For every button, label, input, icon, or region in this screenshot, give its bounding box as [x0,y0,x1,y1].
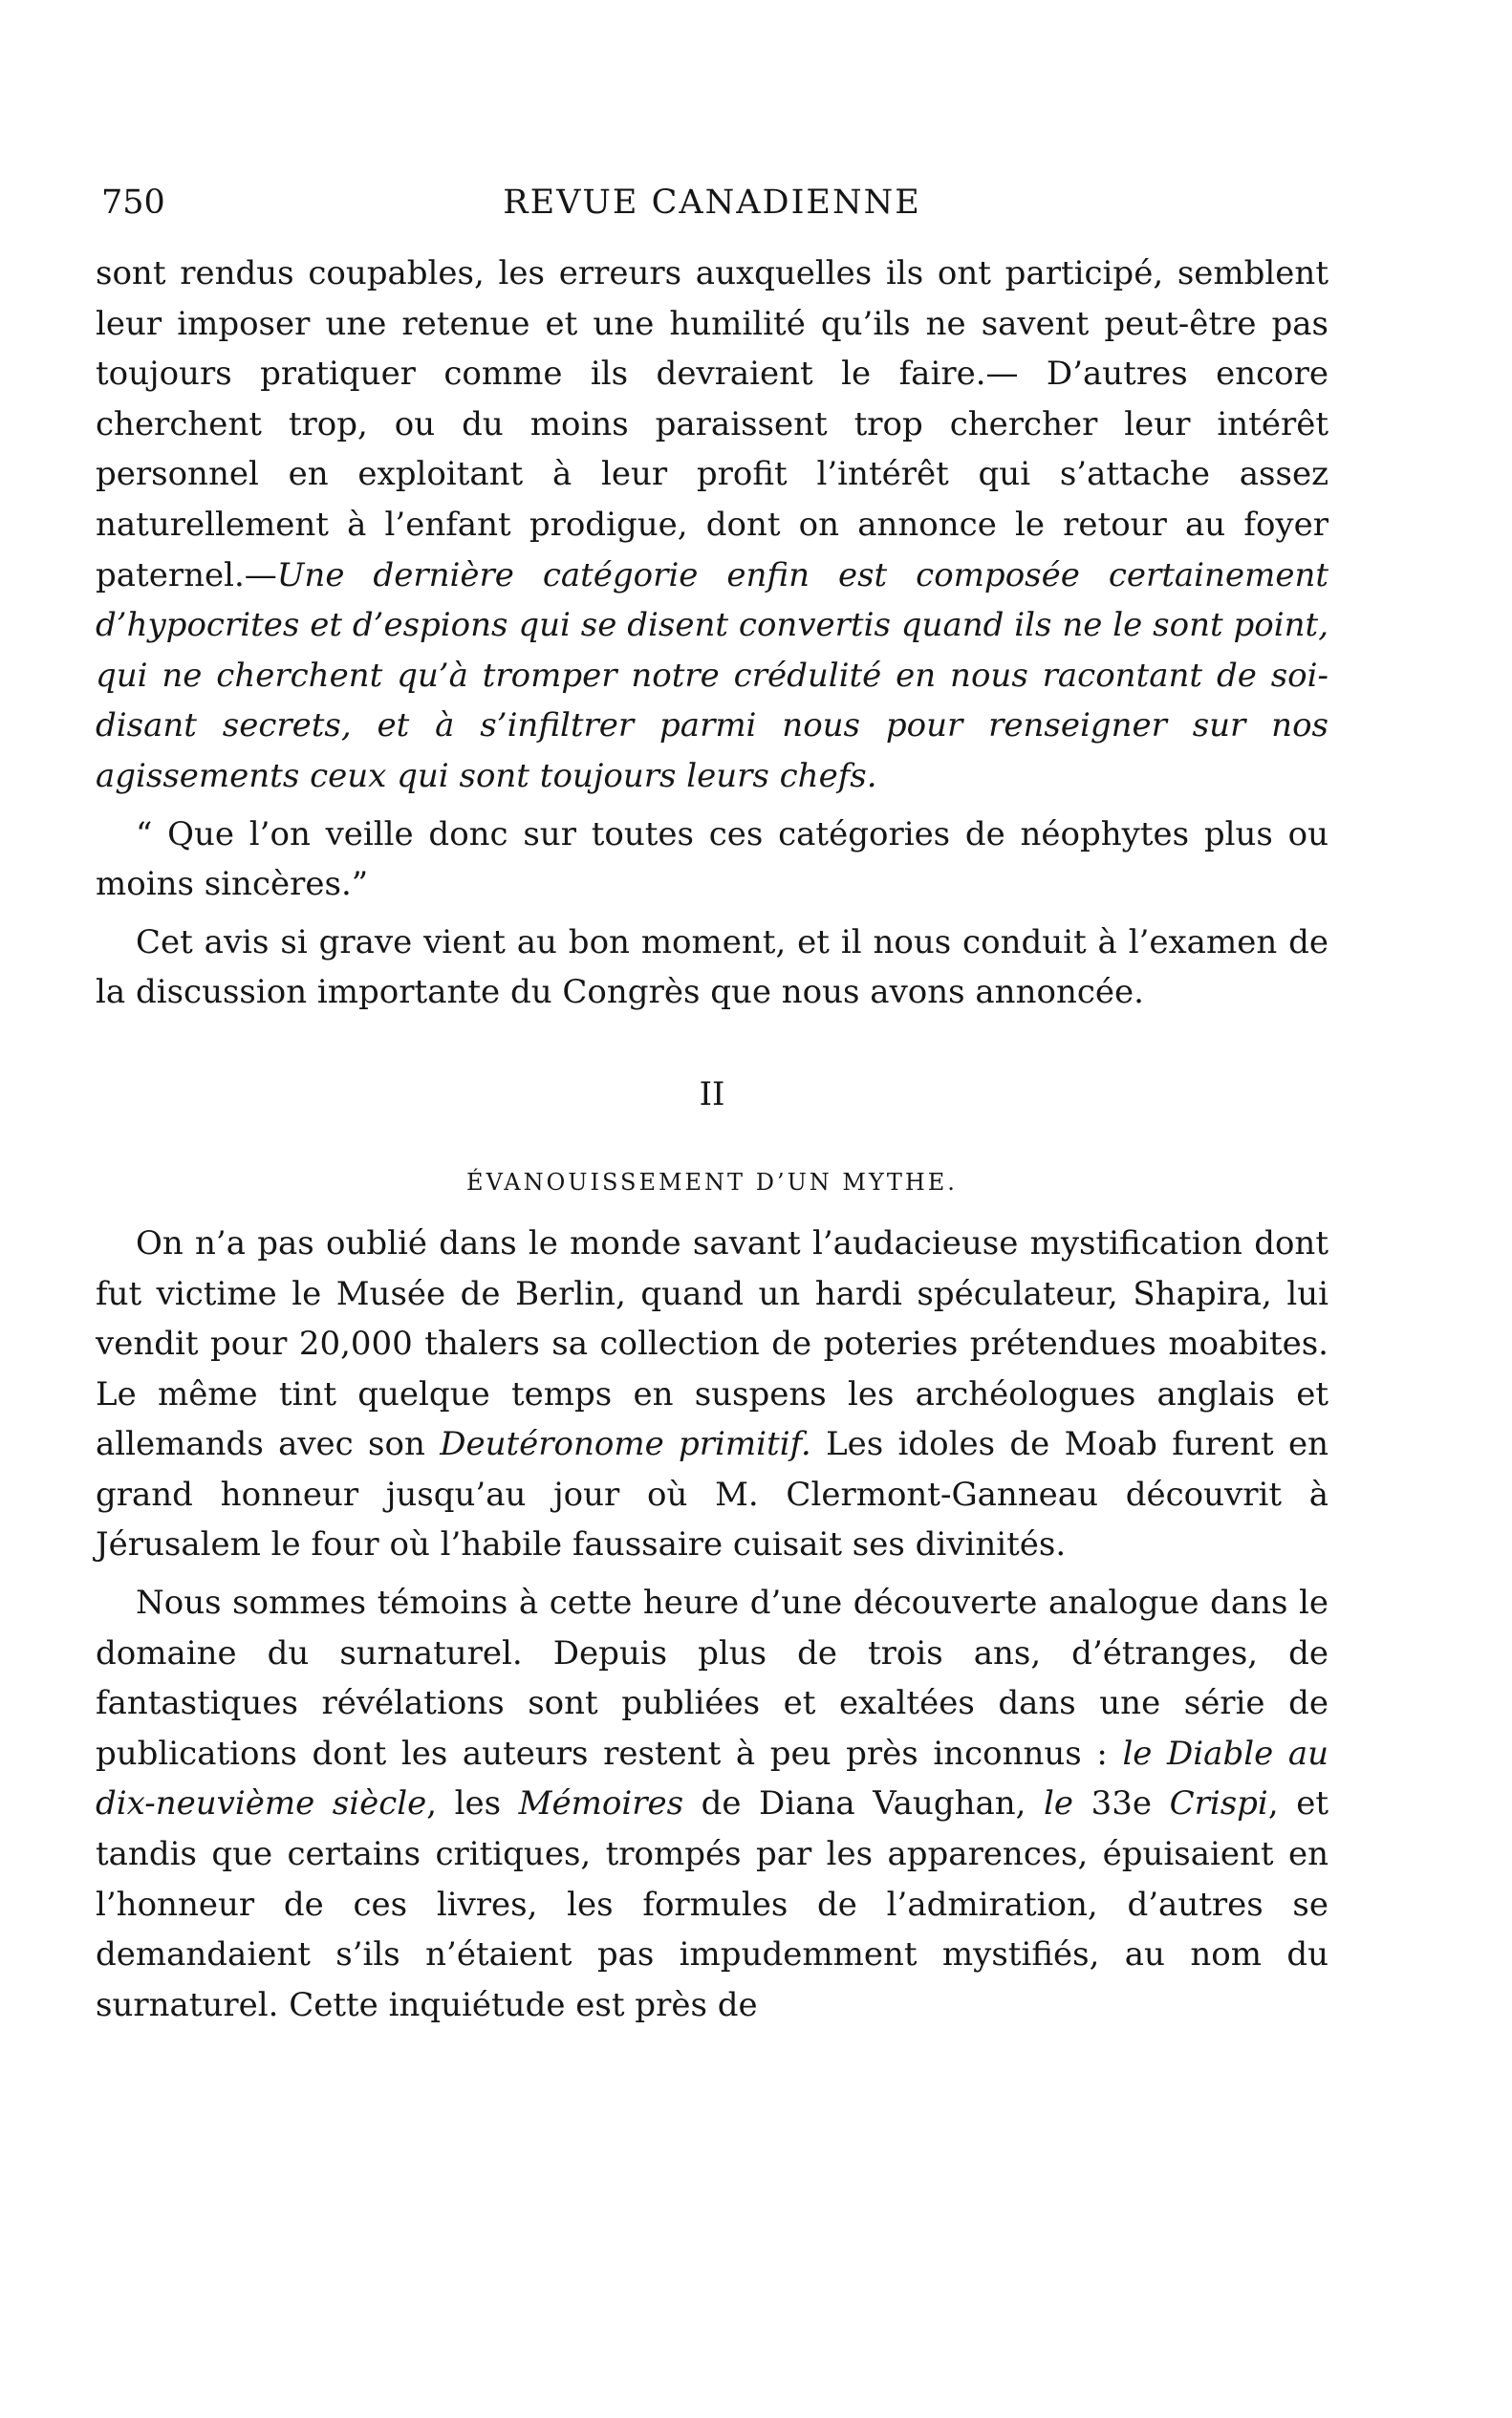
italic-title: Mémoires [518,1784,684,1824]
italic-title: Deutéronome primitif. [440,1425,811,1464]
paragraph-quote-end: “ Que l’on veille donc sur toutes ces catégories de néophytes plus ou moins sincères.” [96,814,1328,904]
running-title: REVUE CANADIENNE [503,184,921,222]
paragraph-text: On n’a pas oublié dans le monde savant l’audacieuse mystification dont fut victime le Musée de Berlin, quand un hardi spéculateur, Shapira, lui vendit pour 20,000 thalers sa collection de poteries prétendues moabites. Le même tint quelque temps en suspens les archéologues anglais et allemands avec son [96,1223,1328,1464]
italic-title: le Diable au dix-neuvième siècle [96,1734,1328,1824]
paragraph-text: , et tandis que certains critiques, trompés par les apparences, épuisaient en l’honneur de ces livres, les formules de l’admiration, d’autres se demandaient s’ils n’étaient pas impudemment mystifiés, au nom du surnaturel. Cette inquiétude est près de [96,1784,1328,2024]
paragraph-continuation [96,248,1328,802]
page [96,172,1328,2030]
paragraph-text: 33e [1073,1784,1170,1824]
paragraph-notice: Cet avis si grave vient au bon moment, et il nous conduit à l’examen de la discussion importante du Congrès que nous avons annoncée. [96,922,1328,1012]
section-number: II [699,1074,725,1113]
paragraph-text: Nous sommes témoins à cette heure d’une découverte analogue dans le domaine du surnaturel. Depuis plus de trois ans, d’étranges, de fantastiques révélations sont publiées et exaltées dans une série de publications dont les auteurs restent à peu près inconnus : [96,1584,1328,1773]
page-number: 750 [101,184,165,222]
paragraph-text: sont rendus coupables, les erreurs auxquelles ils ont participé, semblent leur imposer une retenue et une humilité qu’ils ne savent peut-être pas toujours pratiquer comme ils devraient le faire.— D’autres encore cherchent trop, ou du moins paraissent trop chercher leur intérêt personnel en exploitant à leur profit l’intérêt qui s’attache assez naturellement à l’enfant prodigue, dont on annonce le retour au foyer paternel.— [96,254,1328,594]
paragraph-shapira [96,1219,1328,1570]
paragraph-text: Les idoles de Moab furent en grand honneur jusqu’au jour où M. Clermont-Ganneau découvrit à Jérusalem le four où l’habile faussaire cuisait ses divinités. [96,1425,1329,1565]
paragraph-text: , les [426,1784,519,1824]
italic-quote: Une dernière catégorie enfin est composée certainement d’hypocrites et d’espions qui se disent convertis quand ils ne le sont point, qui ne cherchent qu’à tromper notre crédulité en nous racontant de soi-disant secrets, et à s’infiltrer parmi nous pour renseigner sur nos agissements ceux qui sont toujours leurs chefs. [96,555,1328,795]
paragraph-text: de Diana Vaughan, [683,1784,1045,1824]
italic-title: le [1044,1784,1074,1824]
italic-title: Crispi [1169,1784,1268,1824]
paragraph-discovery [96,1578,1328,2030]
page-header [96,172,1328,229]
section-title: ÉVANOUISSEMENT D’UN MYTHE. [466,1168,958,1196]
